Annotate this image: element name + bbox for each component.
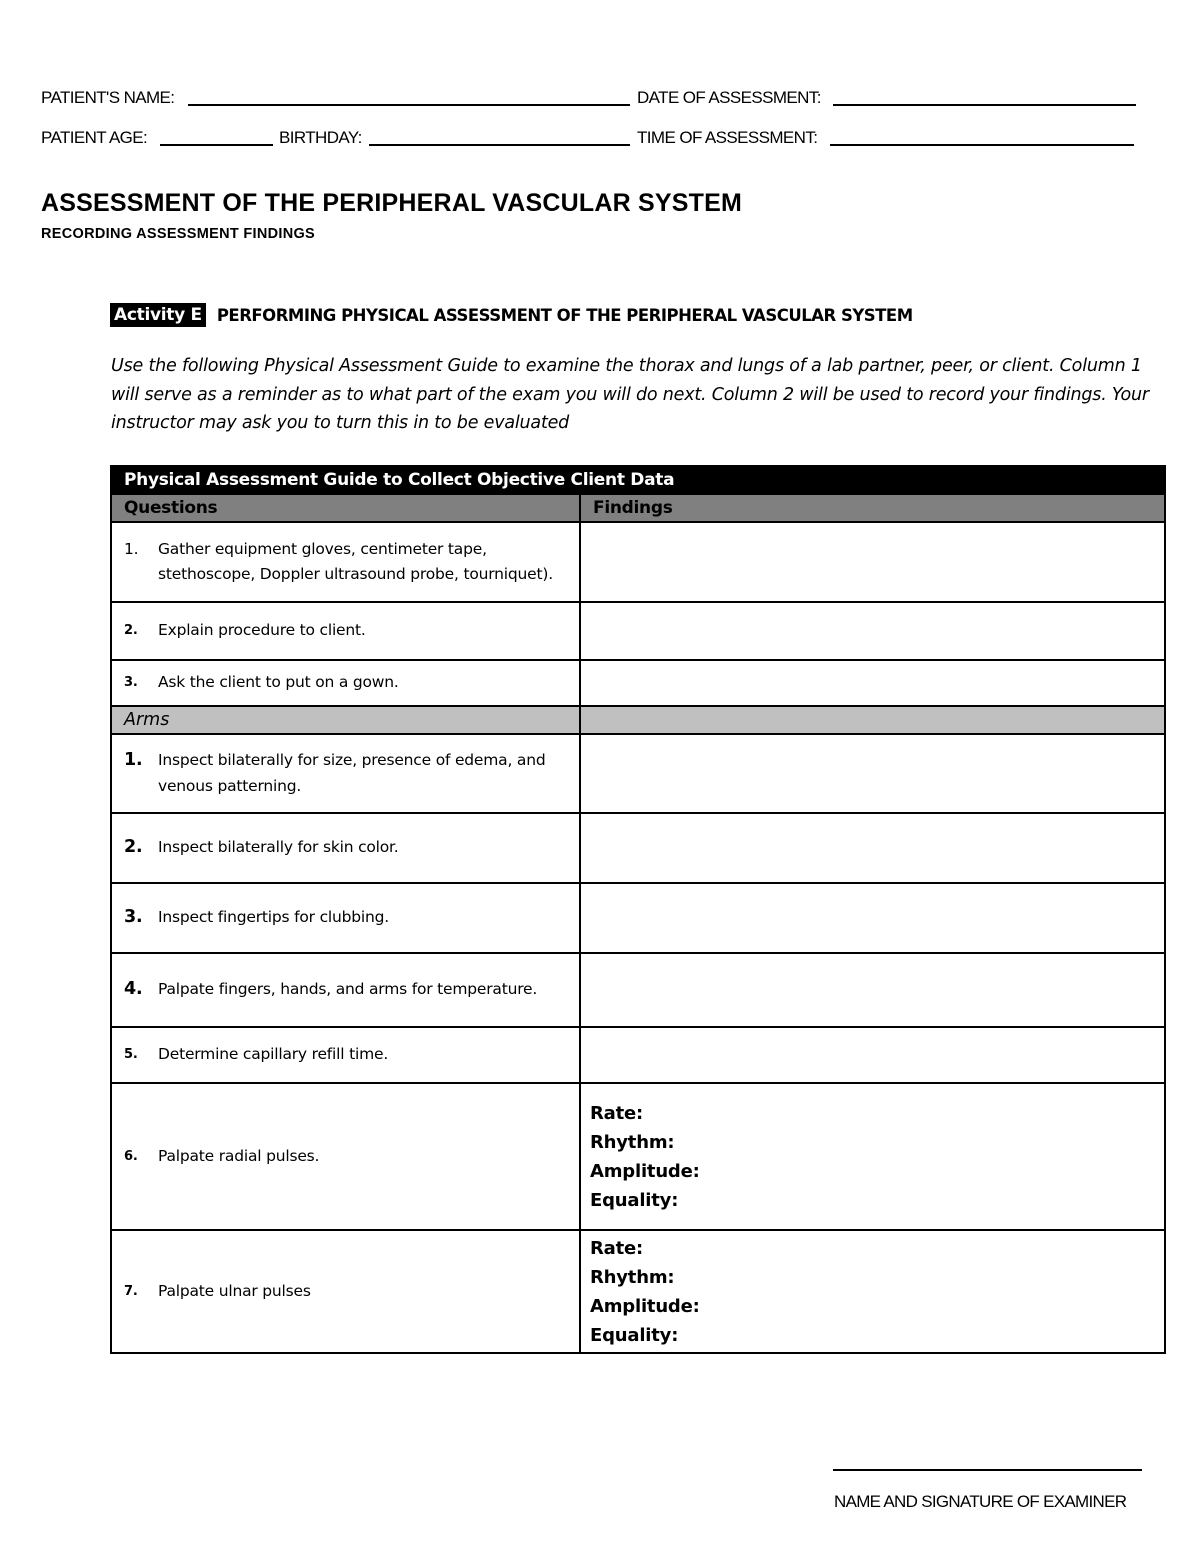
birthday-label: BIRTHDAY: [279, 128, 362, 147]
findings-cell[interactable] [580, 734, 1165, 813]
question-text: Palpate radial pulses. [158, 1146, 320, 1165]
question-text: Inspect bilaterally for skin color. [158, 838, 399, 857]
table-row [111, 522, 1165, 602]
rhythm-field-label: Rhythm: [590, 1266, 675, 1288]
patient-age-label: PATIENT AGE: [41, 128, 148, 147]
question-text: Ask the client to put on a gown. [158, 673, 399, 692]
findings-cell-ulnar[interactable] [580, 1230, 1165, 1353]
date-of-assessment-label: DATE OF ASSESSMENT: [637, 88, 821, 107]
rate-field-label: Rate: [590, 1237, 644, 1259]
question-text: Gather equipment gloves, centimeter tape, stethoscope, Doppler ultrasound probe, tourniquet). [158, 539, 553, 583]
table-row [111, 1027, 1165, 1083]
question-number: 3. [124, 675, 138, 691]
question-number: 3. [124, 907, 143, 928]
section-findings-blank [580, 706, 1165, 734]
amplitude-field-label: Amplitude: [590, 1160, 700, 1182]
question-number: 4. [124, 979, 143, 1000]
activity-title: PERFORMING PHYSICAL ASSESSMENT OF THE PERIPHERAL VASCULAR SYSTEM [216, 305, 913, 325]
table-row [111, 953, 1165, 1027]
table-row [111, 1230, 1165, 1353]
question-number: 1. [124, 750, 143, 770]
activity-heading [110, 303, 913, 327]
signature-line[interactable] [833, 1469, 1142, 1471]
table-row [111, 883, 1165, 953]
question-number: 7. [124, 1283, 138, 1299]
patient-age-field[interactable] [160, 144, 273, 146]
birthday-field[interactable] [369, 144, 630, 146]
question-number: 2. [124, 837, 143, 858]
findings-cell[interactable] [580, 883, 1165, 953]
rate-field-label: Rate: [590, 1102, 644, 1124]
question-number: 6. [124, 1148, 138, 1164]
amplitude-field-label: Amplitude: [590, 1295, 700, 1317]
table-row [111, 602, 1165, 660]
time-of-assessment-field[interactable] [830, 144, 1134, 146]
page-title: ASSESSMENT OF THE PERIPHERAL VASCULAR SYSTEM [41, 189, 743, 217]
time-of-assessment-label: TIME OF ASSESSMENT: [637, 128, 818, 147]
findings-cell[interactable] [580, 1027, 1165, 1083]
section-label-arms: Arms [111, 706, 580, 734]
table-row [111, 660, 1165, 706]
instructions-text: Use the following Physical Assessment Guide to examine the thorax and lungs of a lab partner, peer, or client. Column 1 will serve as a reminder as to what part of the exam you will do next. Column 2 will be used to record your findings. Your instructor may ask you to turn this in to be evaluated [111, 356, 1149, 433]
page-subtitle: RECORDING ASSESSMENT FINDINGS [41, 226, 316, 242]
date-of-assessment-field[interactable] [833, 104, 1136, 106]
activity-badge: Activity E [110, 303, 206, 327]
assessment-table [110, 465, 1166, 1354]
findings-cell[interactable] [580, 602, 1165, 660]
equality-field-label: Equality: [590, 1189, 679, 1211]
findings-cell[interactable] [580, 953, 1165, 1027]
findings-cell-radial[interactable] [580, 1083, 1165, 1230]
table-row [111, 1083, 1165, 1230]
question-text: Inspect bilaterally for size, presence of edema, and venous patterning. [158, 751, 546, 795]
findings-cell[interactable] [580, 660, 1165, 706]
table-row [111, 734, 1165, 813]
question-text: Explain procedure to client. [158, 621, 366, 640]
rhythm-field-label: Rhythm: [590, 1131, 675, 1153]
findings-cell[interactable] [580, 522, 1165, 602]
signature-label: NAME AND SIGNATURE OF EXAMINER [834, 1492, 1127, 1511]
question-number: 2. [124, 623, 138, 639]
question-text: Inspect fingertips for clubbing. [158, 908, 389, 927]
question-number: 5. [124, 1047, 138, 1063]
column-header-questions: Questions [111, 494, 580, 522]
table-row [111, 813, 1165, 883]
question-text: Palpate fingers, hands, and arms for temperature. [158, 980, 538, 999]
question-number: 1. [124, 539, 139, 558]
column-header-findings: Findings [580, 494, 1165, 522]
question-text: Palpate ulnar pulses [158, 1281, 311, 1300]
patient-name-field[interactable] [188, 104, 630, 106]
equality-field-label: Equality: [590, 1324, 679, 1346]
findings-cell[interactable] [580, 813, 1165, 883]
patient-name-label: PATIENT'S NAME: [41, 88, 175, 107]
table-title: Physical Assessment Guide to Collect Objective Client Data [111, 466, 1165, 494]
question-text: Determine capillary refill time. [158, 1045, 389, 1064]
